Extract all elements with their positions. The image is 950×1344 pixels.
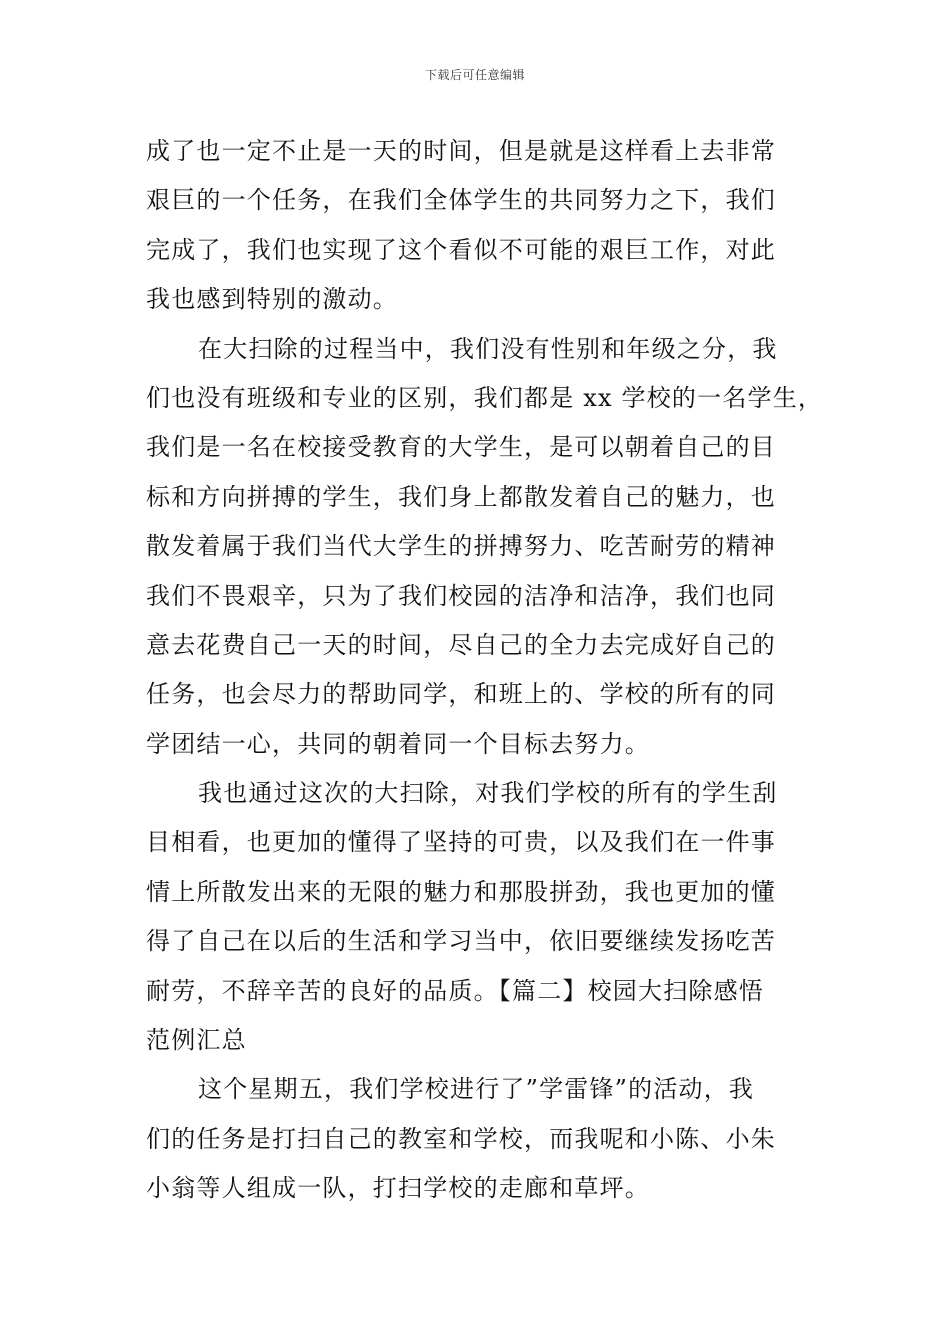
text-line: 们也没有班级和专业的区别，我们都是 xx 学校的一名学生， [146, 383, 824, 412]
text-line: 标和方向拼搏的学生，我们身上都散发着自己的魅力，也 [146, 482, 776, 511]
document-body [146, 127, 824, 1214]
text-line: 我也通过这次的大扫除，对我们学校的所有的学生刮 [198, 779, 778, 808]
text-line: 完成了，我们也实现了这个看似不可能的艰巨工作，对此 [146, 235, 776, 264]
text-line: 意去花费自己一天的时间，尽自己的全力去完成好自己的 [146, 630, 776, 659]
text-line: 这个星期五，我们学校进行了”学雷锋”的活动，我 [198, 1075, 755, 1104]
text-line: 我们不畏艰辛，只为了我们校园的洁净和洁净，我们也同 [146, 581, 776, 610]
text-line: 我也感到特别的激动。 [146, 285, 398, 314]
text-line: 学团结一心，共同的朝着同一个目标去努力。 [146, 729, 650, 758]
text-line: 任务，也会尽力的帮助同学，和班上的、学校的所有的同 [146, 680, 776, 709]
page-header: 下载后可任意编辑 [424, 68, 525, 82]
text-line: 耐劳，不辞辛苦的良好的品质。【篇二】校园大扫除感悟 [146, 976, 764, 1005]
text-line: 范例汇总 [146, 1026, 247, 1055]
text-line: 散发着属于我们当代大学生的拼搏努力、吃苦耐劳的精神 [146, 532, 776, 561]
text-line: 成了也一定不止是一天的时间，但是就是这样看上去非常 [146, 137, 776, 165]
text-line: 艰巨的一个任务，在我们全体学生的共同努力之下，我们 [146, 186, 776, 215]
text-line: 情上所散发出来的无限的魅力和那股拼劲，我也更加的懂 [146, 877, 776, 906]
text-line: 我们是一名在校接受教育的大学生，是可以朝着自己的目 [146, 433, 776, 462]
text-line: 们的任务是打扫自己的教室和学校，而我呢和小陈、小朱 [146, 1124, 776, 1153]
text-line: 目相看，也更加的懂得了坚持的可贵，以及我们在一件事 [146, 828, 776, 857]
text-line: 小翁等人组成一队，打扫学校的走廊和草坪。 [146, 1174, 650, 1203]
text-line: 得了自己在以后的生活和学习当中，依旧要继续发扬吃苦 [146, 927, 776, 956]
text-line: 在大扫除的过程当中，我们没有性别和年级之分，我 [198, 334, 778, 363]
